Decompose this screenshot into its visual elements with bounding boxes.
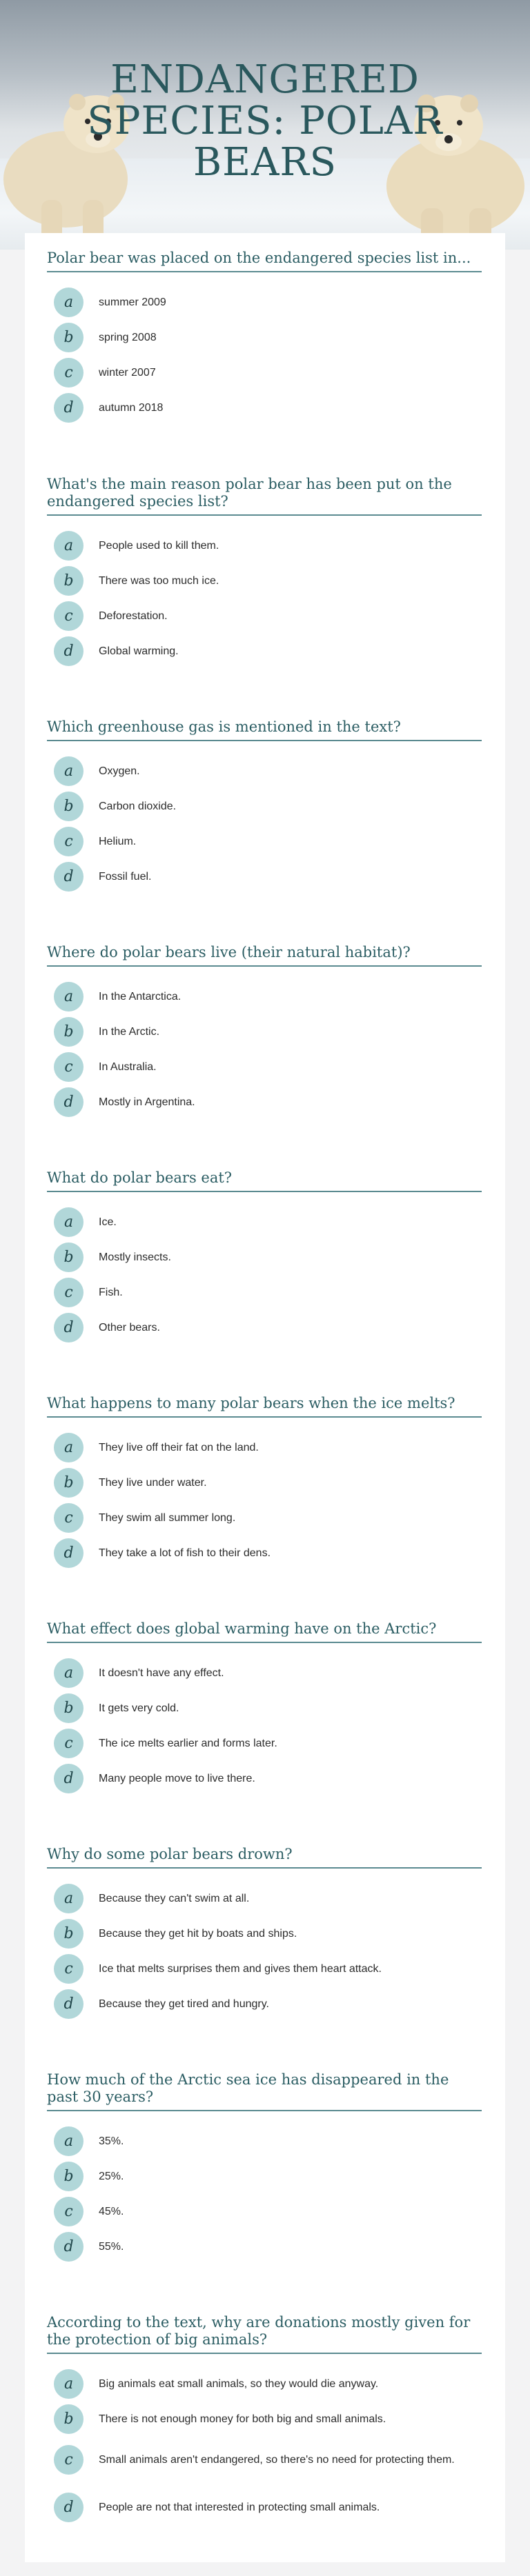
question-9 [47,2071,482,2111]
answer-option[interactable] [54,1918,482,1949]
answer-option[interactable] [54,1016,482,1047]
question-text: Which greenhouse gas is mentioned in the text? [47,718,482,741]
option-letter-badge: b [54,1242,84,1272]
answer-option[interactable] [54,1658,482,1688]
option-letter-badge: a [54,1884,84,1913]
option-text: In the Arctic. [99,1025,160,1038]
answer-option[interactable] [54,791,482,821]
option-letter-badge: b [54,1017,84,1047]
answer-option[interactable] [54,1432,482,1462]
option-letter-badge: b [54,792,84,821]
answer-option[interactable] [54,1207,482,1237]
option-letter-badge: a [54,756,84,786]
option-text: summer 2009 [99,296,166,308]
answer-option[interactable] [54,287,482,317]
option-text: Carbon dioxide. [99,800,177,812]
question-2 [47,476,482,516]
question-6 [47,1395,482,1418]
worksheet-card [25,233,505,2562]
option-text: Many people move to live there. [99,1772,255,1784]
question-text: How much of the Arctic sea ice has disappeared in the past 30 years? [47,2071,482,2111]
page-title [0,59,530,183]
option-text: 45%. [99,2205,124,2217]
option-letter-badge: d [54,1989,84,2019]
option-letter-badge: a [54,1207,84,1237]
option-text: Global warming. [99,645,179,657]
option-letter-badge: c [54,1278,84,1307]
option-text: Because they can't swim at all. [99,1892,250,1904]
option-letter-badge: c [54,1503,84,1533]
question-text: What's the main reason polar bear has been put on the endangered species list? [47,476,482,516]
answer-option[interactable] [54,981,482,1012]
option-letter-badge: b [54,566,84,596]
option-letter-badge: d [54,636,84,666]
option-text: It gets very cold. [99,1702,179,1714]
option-letter-badge: c [54,358,84,388]
option-text: Because they get hit by boats and ships. [99,1927,297,1940]
option-letter-badge: a [54,2369,84,2399]
option-letter-badge: a [54,1658,84,1688]
answer-option[interactable] [54,357,482,388]
answer-option[interactable] [54,2439,482,2480]
page-title-line: SPECIES: POLAR [87,99,443,143]
option-letter-badge: d [54,862,84,892]
option-text: spring 2008 [99,331,157,343]
hero-banner [0,0,530,250]
option-letter-badge: d [54,2232,84,2262]
option-letter-badge: a [54,2126,84,2156]
answer-option[interactable] [54,1693,482,1723]
question-4 [47,944,482,967]
answer-option[interactable] [54,1051,482,1082]
option-letter-badge: d [54,1538,84,1568]
option-text: Small animals aren't endangered, so there's no need for protecting them. [99,2453,455,2466]
answer-option[interactable] [54,1312,482,1342]
option-letter-badge: d [54,393,84,423]
answer-option[interactable] [54,2368,482,2399]
option-text: They live off their fat on the land. [99,1441,259,1453]
answer-option[interactable] [54,2161,482,2191]
option-text: 55%. [99,2240,124,2253]
option-text: Ice that melts surprises them and gives them heart attack. [99,1962,382,1975]
question-7 [47,1620,482,1643]
question-text: What do polar bears eat? [47,1169,482,1192]
option-letter-badge: d [54,1764,84,1793]
option-letter-badge: b [54,1468,84,1498]
question-3 [47,718,482,741]
option-letter-badge: d [54,1087,84,1117]
option-text: Because they get tired and hungry. [99,1998,269,2010]
answer-option[interactable] [54,1953,482,1984]
option-letter-badge: c [54,2445,84,2475]
answer-option[interactable] [54,2492,482,2522]
question-1 [47,250,482,272]
question-text: Why do some polar bears drown? [47,1846,482,1869]
option-text: Fish. [99,1286,123,1298]
option-text: It doesn't have any effect. [99,1667,224,1679]
option-letter-badge: b [54,1693,84,1723]
option-letter-badge: b [54,323,84,352]
question-8 [47,1846,482,1869]
option-letter-badge: c [54,2197,84,2226]
option-text: People are not that interested in protecting small animals. [99,2501,380,2513]
option-letter-badge: c [54,1729,84,1758]
answer-option[interactable] [54,861,482,892]
option-letter-badge: c [54,827,84,856]
option-text: Ice. [99,1216,117,1228]
option-text: Fossil fuel. [99,870,152,883]
answer-option[interactable] [54,1467,482,1498]
answer-option[interactable] [54,2231,482,2262]
option-text: There is not enough money for both big and small animals. [99,2413,386,2425]
question-text: What happens to many polar bears when the ice melts? [47,1395,482,1418]
option-text: People used to kill them. [99,539,219,552]
option-text: They swim all summer long. [99,1511,236,1524]
page-title-line: ENDANGERED [110,57,420,102]
question-5 [47,1169,482,1192]
option-letter-badge: d [54,1313,84,1342]
option-text: In Australia. [99,1060,157,1073]
option-text: winter 2007 [99,366,156,379]
answer-option[interactable] [54,756,482,786]
answer-option[interactable] [54,601,482,631]
option-text: Other bears. [99,1321,160,1334]
answer-option[interactable] [54,1538,482,1568]
option-text: Deforestation. [99,610,168,622]
option-letter-badge: c [54,601,84,631]
answer-option[interactable] [54,1728,482,1758]
option-text: They live under water. [99,1476,207,1489]
option-text: Big animals eat small animals, so they would die anyway. [99,2377,379,2390]
option-text: In the Antarctica. [99,990,181,1003]
answer-option[interactable] [54,392,482,423]
question-text: What effect does global warming have on the Arctic? [47,1620,482,1643]
option-text: Oxygen. [99,765,140,777]
question-10 [47,2314,482,2354]
answer-option[interactable] [54,1989,482,2019]
option-letter-badge: c [54,1954,84,1984]
answer-option[interactable] [54,1763,482,1793]
answer-option[interactable] [54,2126,482,2156]
option-letter-badge: b [54,2404,84,2434]
question-text: Where do polar bears live (their natural habitat)? [47,944,482,967]
answer-option[interactable] [54,826,482,856]
answer-option[interactable] [54,636,482,666]
option-letter-badge: a [54,288,84,317]
option-letter-badge: b [54,2162,84,2191]
option-text: They take a lot of fish to their dens. [99,1547,271,1559]
option-letter-badge: a [54,1433,84,1462]
answer-option[interactable] [54,565,482,596]
answer-option[interactable] [54,1087,482,1117]
option-letter-badge: c [54,1052,84,1082]
option-letter-badge: a [54,982,84,1012]
option-text: There was too much ice. [99,574,219,587]
option-text: autumn 2018 [99,401,164,414]
answer-option[interactable] [54,2196,482,2226]
option-letter-badge: a [54,531,84,561]
option-text: 25%. [99,2170,124,2182]
page-title-line: BEARS [193,140,337,185]
option-text: Helium. [99,835,137,847]
option-text: The ice melts earlier and forms later. [99,1737,277,1749]
option-text: Mostly in Argentina. [99,1096,195,1108]
answer-option[interactable] [54,1277,482,1307]
option-letter-badge: b [54,1919,84,1949]
answer-option[interactable] [54,2404,482,2434]
answer-option[interactable] [54,530,482,561]
answer-option[interactable] [54,1242,482,1272]
option-text: 35%. [99,2135,124,2147]
option-letter-badge: d [54,2493,84,2522]
question-text: Polar bear was placed on the endangered species list in... [47,250,482,272]
answer-option[interactable] [54,1502,482,1533]
question-text: According to the text, why are donations mostly given for the protection of big animals? [47,2314,482,2354]
answer-option[interactable] [54,1883,482,1913]
answer-option[interactable] [54,322,482,352]
option-text: Mostly insects. [99,1251,171,1263]
